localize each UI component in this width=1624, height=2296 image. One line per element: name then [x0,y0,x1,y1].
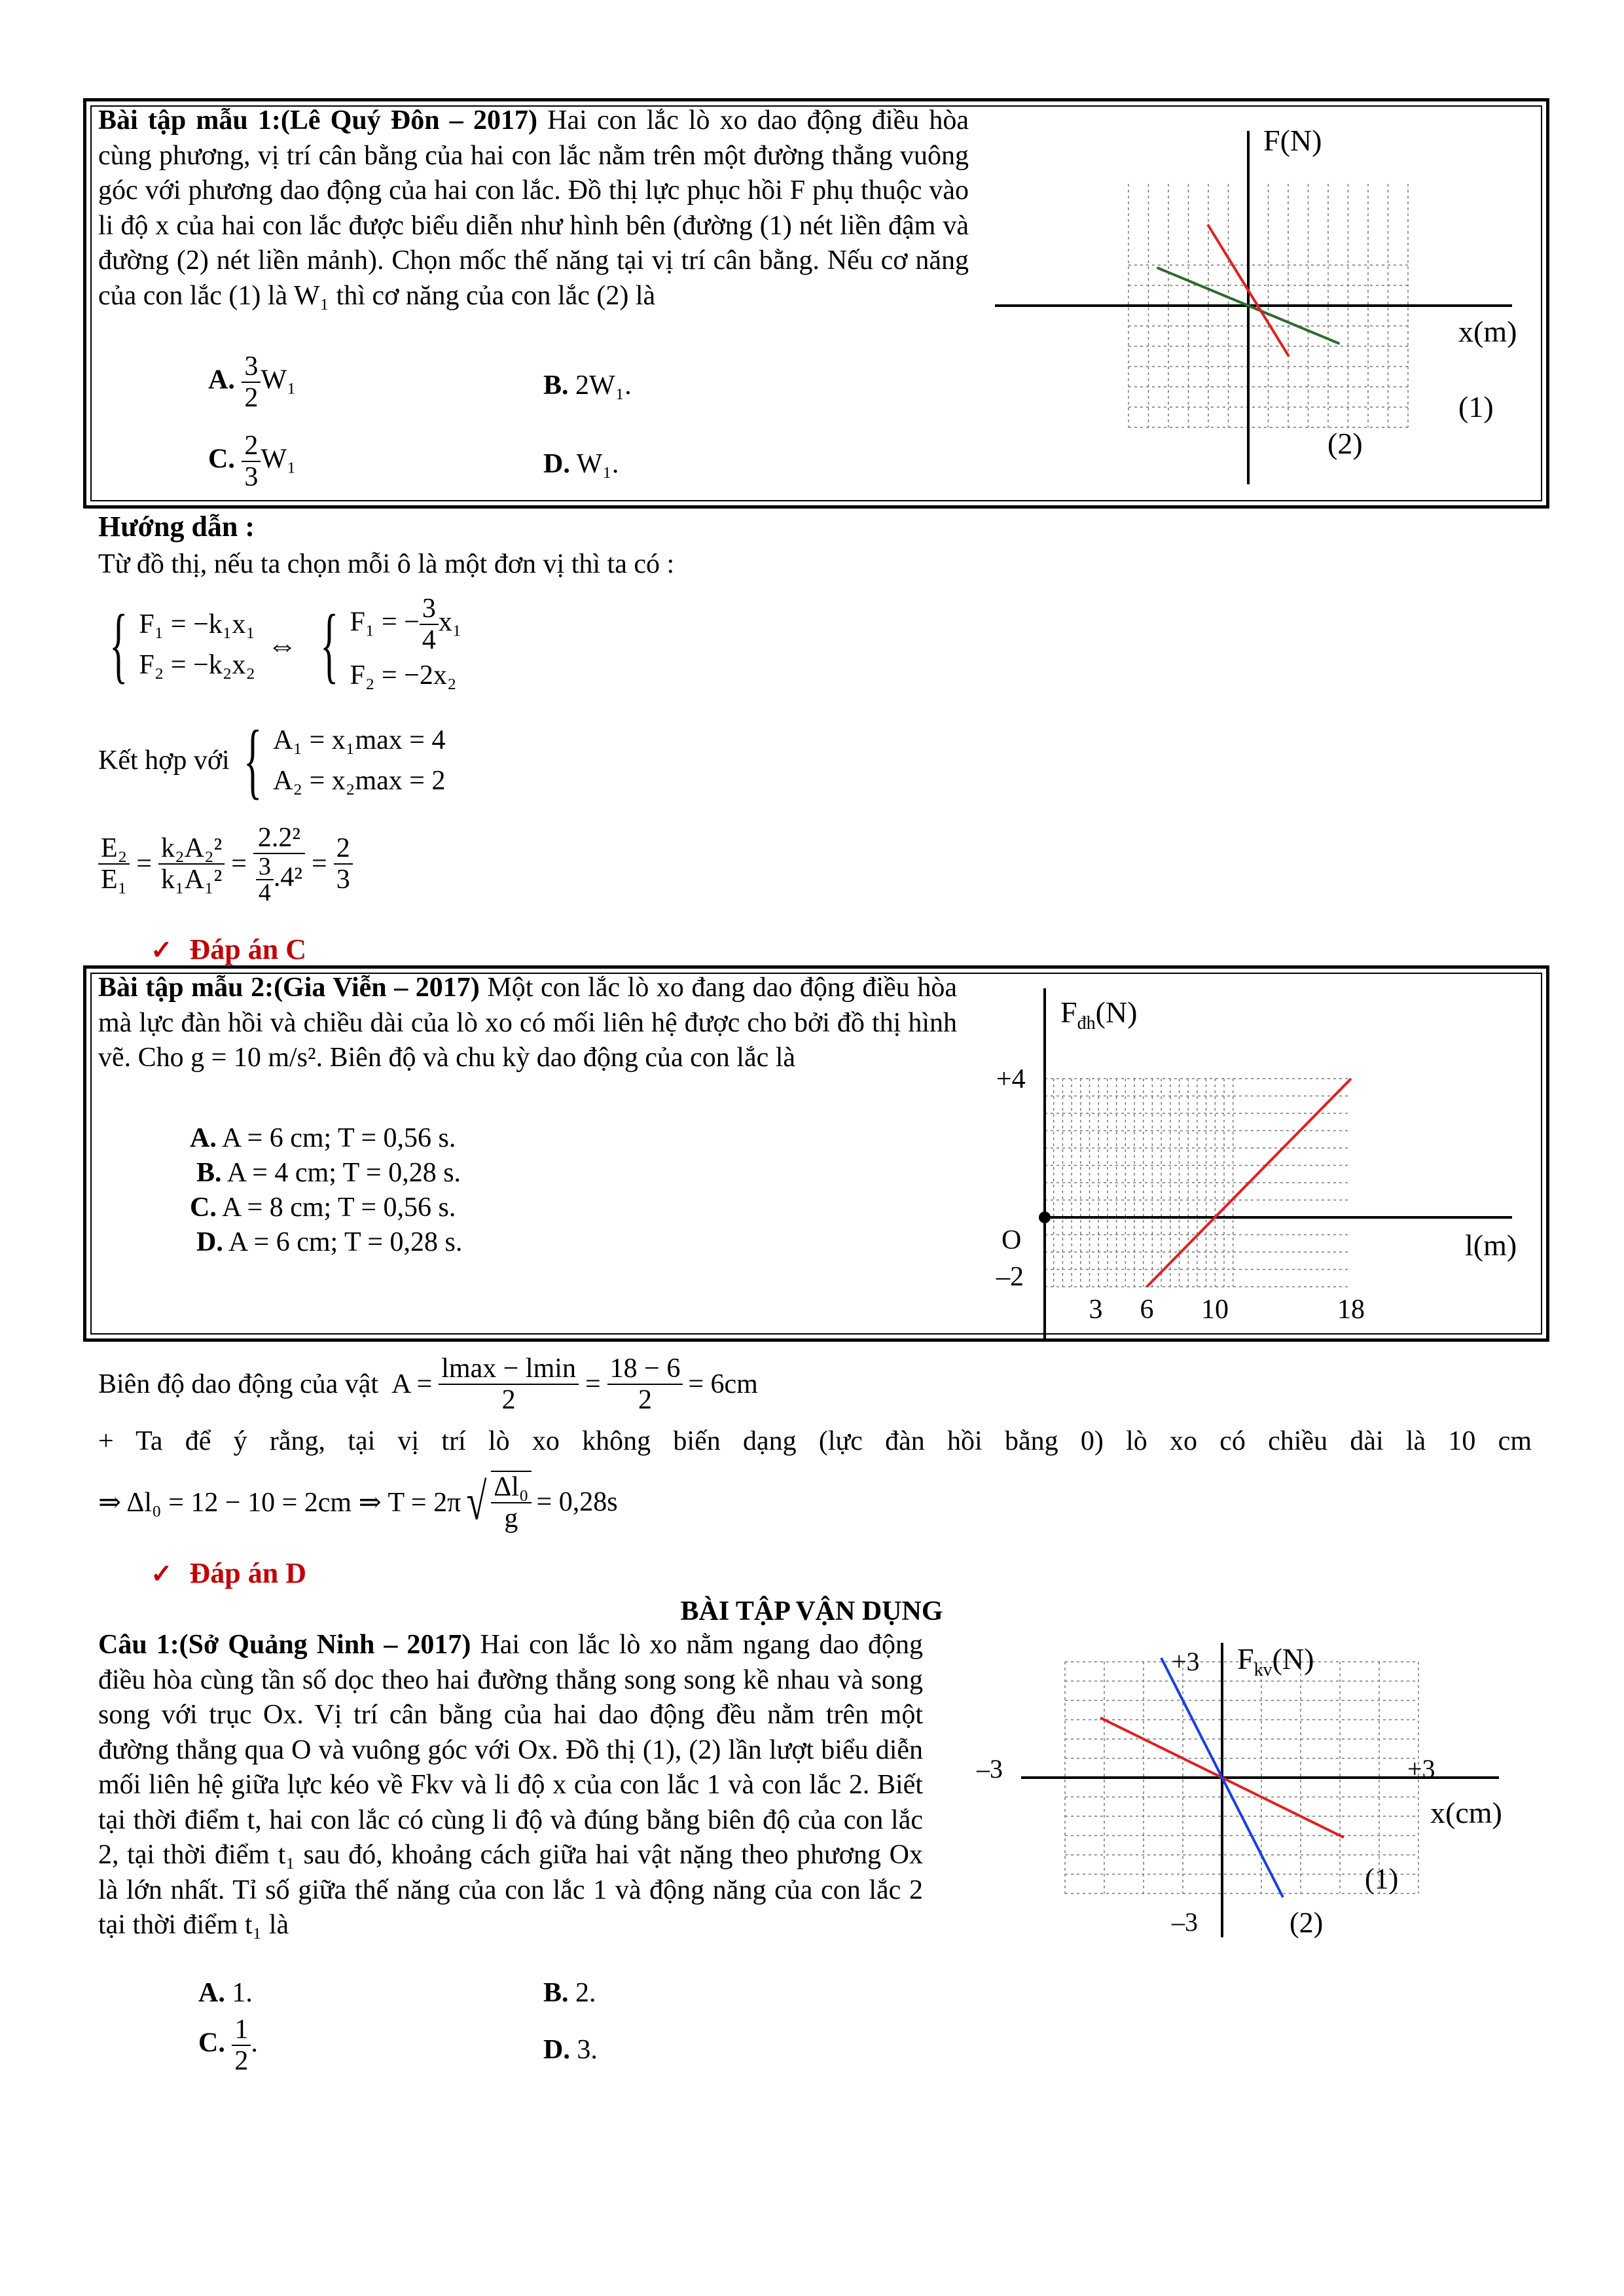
y-tick-top: +3 [1172,1647,1200,1676]
guide2-note: + Ta để ý rằng, tại vị trí lò xo không biến dạng (lực đàn hồi bằng 0) lò xo có chiều dài là 10 cm [98,1426,1532,1456]
example2-text: Một con lắc lò xo đang dao động điều hòa mà lực đàn hồi và chiều dài của lò xo có mối liên hệ được cho bởi đồ thị hình vẽ. Cho g = 10 m/s². Biên độ và chu kỳ dao động của con lắc là [98,973,958,1073]
x-tick-18: 18 [1337,1295,1365,1325]
x-tick-6: 6 [1140,1295,1154,1325]
series-line [1147,1079,1351,1287]
y-axis-label: F(N) [1263,124,1322,157]
line1-label: (1) [1365,1863,1399,1895]
check-icon: ✓ [151,1559,173,1588]
x-tick-3: 3 [1089,1295,1103,1325]
question1-text: Hai con lắc lò xo nằm ngang dao động điều hòa cùng tần số dọc theo hai đường thẳng song song kề nhau và song song với trục Ox. Vị trí cân bằng của hai dao động đều nằm trên một đường thẳng qua O và vuông góc với Ox. Đồ thị (1), (2) lần lượt biểu diễn mối liên hệ giữa lực kéo về Fkv và li độ x của con lắc 1 và con lắc 2. Biết tại thời điểm t, hai con lắc có cùng li độ và đúng bằng biên độ của con lắc 2, tại thời điểm t₁ sau đó, khoảng cách giữa hai vật nặng theo phương Ox là lớn nhất. Tỉ số giữa thế năng của con lắc 1 và động năng của con lắc 2 tại thời điểm t₁ là [98,1630,924,1940]
origin-label: O [1001,1225,1022,1255]
example2-label: Bài tập mẫu 2:(Gia Viễn – 2017) [98,973,480,1003]
question1-problem [98,1628,923,1943]
x-tick-right: +3 [1407,1754,1435,1784]
question1-option-d[interactable]: D. 3. [543,2035,598,2065]
guide2-period: ⇒ Δl₀ = 12 − 10 = 2cm ⇒ T = 2π √ $\frac{\text{Δl₀}}{g}$ = 0,28s [98,1472,618,1534]
grid [1045,1079,1351,1287]
x-axis-label: x(cm) [1430,1796,1502,1829]
example1-label: Bài tập mẫu 1:(Lê Quý Đôn – 2017) [98,105,537,135]
example2-option-b[interactable]: B. A = 4 cm; T = 0,28 s. [196,1158,461,1188]
sys1a: F₁ = −k₁x₁ [139,609,256,639]
option-c-fraction: $\frac{2}{3}$ [242,431,261,492]
sys3a: A₁ = x₁max = 4 [273,725,446,755]
equivalence: ⇔ [267,628,298,662]
guide1-line1: Từ đồ thị, nếu ta chọn mỗi ô là một đơn vị thì ta có : [98,549,675,579]
example2-problem [98,971,957,1076]
example2-option-c[interactable]: C. A = 8 cm; T = 0,56 s. [190,1193,456,1223]
line2-label: (2) [1327,427,1363,460]
question1-label: Câu 1:(Sở Quảng Ninh – 2017) [98,1630,471,1660]
x-tick-10: 10 [1201,1295,1229,1325]
guide2-amplitude: Biên độ dao động của vật A = $\frac{lmax - lmin}{2}$ = $\frac{18 - 6}{2}$ = 6cm [98,1354,758,1415]
x-tick-left: –3 [977,1754,1003,1784]
origin-dot [1039,1211,1051,1223]
y-tick-top: +4 [996,1064,1026,1094]
example1-option-c[interactable]: C. $\frac{2}{3}$ W₁ [208,431,297,492]
example1-option-b[interactable]: B. 2W₁. [543,370,632,401]
example1-problem [98,103,969,314]
line2-label: (2) [1290,1907,1324,1939]
question1-option-a[interactable]: A. 1. [198,1978,253,2008]
section-title: BÀI TẬP VẬN DỤNG [680,1596,943,1626]
guide2-answer [151,1556,306,1590]
check-icon: ✓ [151,935,173,965]
y-tick-bottom: –2 [996,1262,1024,1292]
x-axis-label: x(m) [1458,315,1517,348]
guide1-combine: Kết hợp với { A₁ = x₁max = 4 A₂ = x₂max = 2 [98,713,446,808]
guide1-energy-ratio: $\frac{\text{E₂}}{\text{E₁}}$ = $\frac{\text{k₂A₂²}}{\text{k₁A₁²}}$ = 2.2² $\frac{3}{4}$ .4² = $\frac{2}{3}$ [98,818,353,910]
option-a-fraction: $\frac{3}{2}$ [242,351,261,413]
y-axis-label: $F_{kv}(N)$ [1237,1642,1314,1680]
guide1-answer [151,933,306,966]
example1-option-a[interactable]: A. $\frac{3}{2}$ W₁ [208,351,297,413]
question1-option-c[interactable]: C. $\frac{1}{2}$ . [198,2015,258,2076]
example2-option-a[interactable]: A. A = 6 cm; T = 0,56 s. [190,1123,456,1153]
example1-option-d[interactable]: D. W₁. [543,449,619,479]
guide1-heading: Hướng dẫn : [98,511,255,543]
line1-label: (1) [1458,390,1494,423]
example1-force-displacement-chart [982,118,1545,491]
sys3b: A₂ = x₂max = 2 [273,766,446,796]
example2-option-d[interactable]: D. A = 6 cm; T = 0,28 s. [196,1227,463,1257]
x-axis-label: l(m) [1465,1229,1517,1262]
answer-text: Đáp án D [189,1557,307,1589]
example1-text: Hai con lắc lò xo dao động điều hòa cùng phương, vị trí cân bằng của hai con lắc nằm trên một đường thẳng vuông góc với phương dao động của hai con lắc. Đồ thị lực phục hồi F phụ thuộc vào li độ x của hai con lắc được biểu diễn như hình bên (đường (1) nét liền đậm và đường (2) nét liền mảnh). Chọn mốc thế năng tại vị trí cân bằng. Nếu cơ năng của con lắc (1) là W₁ thì cơ năng của con lắc (2) là [98,105,969,311]
question1-option-b[interactable]: B. 2. [543,1978,596,2008]
sys1b: F₂ = −k₂x₂ [139,650,256,680]
question1-restoring-force-chart [956,1630,1545,1944]
y-tick-bottom: –3 [1172,1907,1198,1937]
sys2b: F₂ = −2x₂ [350,660,457,691]
guide1-system: { F₁ = −k₁x₁ F₂ = −k₂x₂ ⇔ { F₁ = − $\frac{3}{4}$ x₁ F₂ = −2x₂ [98,589,462,700]
sys2a: F₁ = − $\frac{3}{4}$ x₁ [350,594,462,655]
y-axis-label: $F_{đh}(N)$ [1060,996,1138,1033]
example2-elastic-force-length-chart [982,975,1545,1342]
answer-text: Đáp án C [189,933,307,965]
